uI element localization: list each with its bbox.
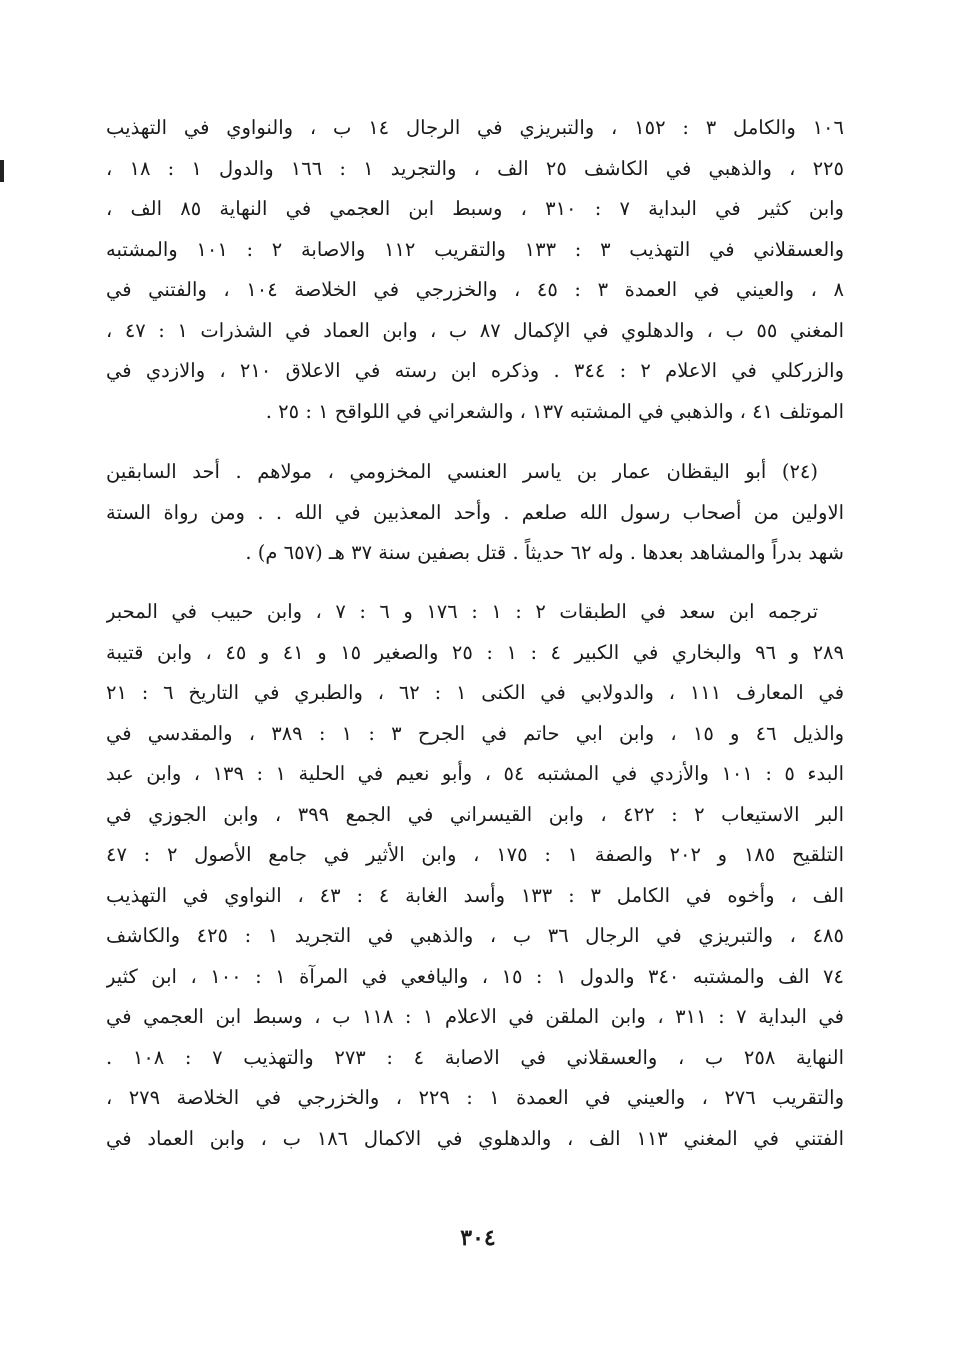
text-line: في البداية ٧ : ٣١١ ، وابن الملقن في الاعلام ١ : ١١٨ ب ، وسبط ابن العجمي في bbox=[106, 1005, 844, 1028]
text-line: ١٠٦ والكامل ٣ : ١٥٢ ، والتبريزي في الرجال ١٤ ب ، والنواوي في التهذيب bbox=[106, 116, 844, 139]
page-number: ٣٠٤ bbox=[460, 1225, 496, 1251]
text-line: ٧٤ الف والمشتبه ٣٤٠ والدول ١ : ١٥ ، واليافعي في المرآة ١ : ١٠٠ ، ابن كثير bbox=[106, 964, 844, 988]
text-line: الموتلف ٤١ ، والذهبي في المشتبه ١٣٧ ، والشعراني في اللواقح ١ : ٢٥ . bbox=[265, 399, 844, 423]
text-line: وابن كثير في البداية ٧ : ٣١٠ ، وسبط ابن العجمي في النهاية ٨٥ الف ، bbox=[106, 197, 844, 220]
text-line: ٨ ، والعيني في العمدة ٣ : ٤٥ ، والخزرجي في الخلاصة ١٠٤ ، والفتني في bbox=[106, 278, 844, 301]
text-line: في المعارف ١١١ ، والدولابي في الكنى ١ : ٦٢ ، والطبري في التاريخ ٦ : ٢١ bbox=[106, 681, 844, 704]
text-line: المغني ٥٥ ب ، والدهلوي في الإكمال ٨٧ ب ، وابن العماد في الشذرات ١ : ٤٧ ، bbox=[106, 318, 844, 342]
text-line: البر الاستيعاب ٢ : ٤٢٢ ، وابن القيسراني في الجمع ٣٩٩ ، وابن الجوزي في bbox=[106, 802, 844, 826]
text-line: والذيل ٤٦ و ١٥ ، وابن ابي حاتم في الجرح ٣ : ١ : ٣٨٩ ، والمقدسي في bbox=[106, 721, 844, 745]
text-line: ترجمه ابن سعد في الطبقات ٢ : ١ : ١٧٦ و ٦ : ٧ ، وابن حبيب في المحبر bbox=[106, 600, 818, 623]
margin-mark bbox=[0, 160, 4, 182]
text-line: ٢٢٥ ، والذهبي في الكاشف ٢٥ الف ، والتجريد ١ : ١٦٦ والدول ١ : ١٨ ، bbox=[106, 156, 844, 180]
paragraph-entry-24 bbox=[106, 452, 844, 574]
text-line: شهد بدراً والمشاهد بعدها . وله ٦٢ حديثاً . قتل بصفين سنة ٣٧ هـ (٦٥٧ م) . bbox=[245, 541, 844, 564]
text-line: (٢٤) أبو اليقظان عمار بن ياسر العنسي المخزومي ، مولاهم . أحد السابقين bbox=[106, 460, 818, 483]
paragraph-references-24 bbox=[106, 592, 844, 1159]
text-line: الف ، وأخوه في الكامل ٣ : ١٣٣ وأسد الغابة ٤ : ٤٣ ، النواوي في التهذيب bbox=[106, 883, 844, 907]
text-line: ٤٨٥ ، والتبريزي في الرجال ٣٦ ب ، والذهبي في التجريد ١ : ٤٢٥ والكاشف bbox=[106, 924, 844, 947]
text-line: البدء ٥ : ١٠١ والأزدي في المشتبه ٥٤ ، وأبو نعيم في الحلية ١ : ١٣٩ ، وابن عبد bbox=[106, 762, 844, 785]
text-line: والزركلي في الاعلام ٢ : ٣٤٤ . وذكره ابن رسته في الاعلاق ٢١٠ ، والازدي في bbox=[106, 359, 844, 382]
text-line: التلقيح ١٨٥ و ٢٠٢ والصفة ١ : ١٧٥ ، وابن الأثير في جامع الأصول ٢ : ٤٧ bbox=[106, 843, 844, 866]
text-line: والعسقلاني في التهذيب ٣ : ١٣٣ والتقريب ١١٢ والاصابة ٢ : ١٠١ والمشتبه bbox=[106, 237, 844, 261]
text-line: ٢٨٩ و ٩٦ والبخاري في الكبير ٤ : ١ : ٢٥ والصغير ١٥ و ٤١ و ٤٥ ، وابن قتيبة bbox=[106, 640, 844, 664]
paragraph-references-23 bbox=[106, 108, 844, 432]
text-line: الاولين من أصحاب رسول الله صلعم . وأحد المعذبين في الله . . ومن رواة الستة bbox=[106, 500, 844, 524]
text-line: النهاية ٢٥٨ ب ، والعسقلاني في الاصابة ٤ : ٢٧٣ والتهذيب ٧ : ١٠٨ . bbox=[106, 1045, 844, 1069]
text-line: الفتني في المغني ١١٣ الف ، والدهلوي في الاكمال ١٨٦ ب ، وابن العماد في bbox=[106, 1126, 844, 1150]
text-line: والتقريب ٢٧٦ ، والعيني في العمدة ١ : ٢٢٩ ، والخزرجي في الخلاصة ٢٧٩ ، bbox=[106, 1086, 844, 1109]
